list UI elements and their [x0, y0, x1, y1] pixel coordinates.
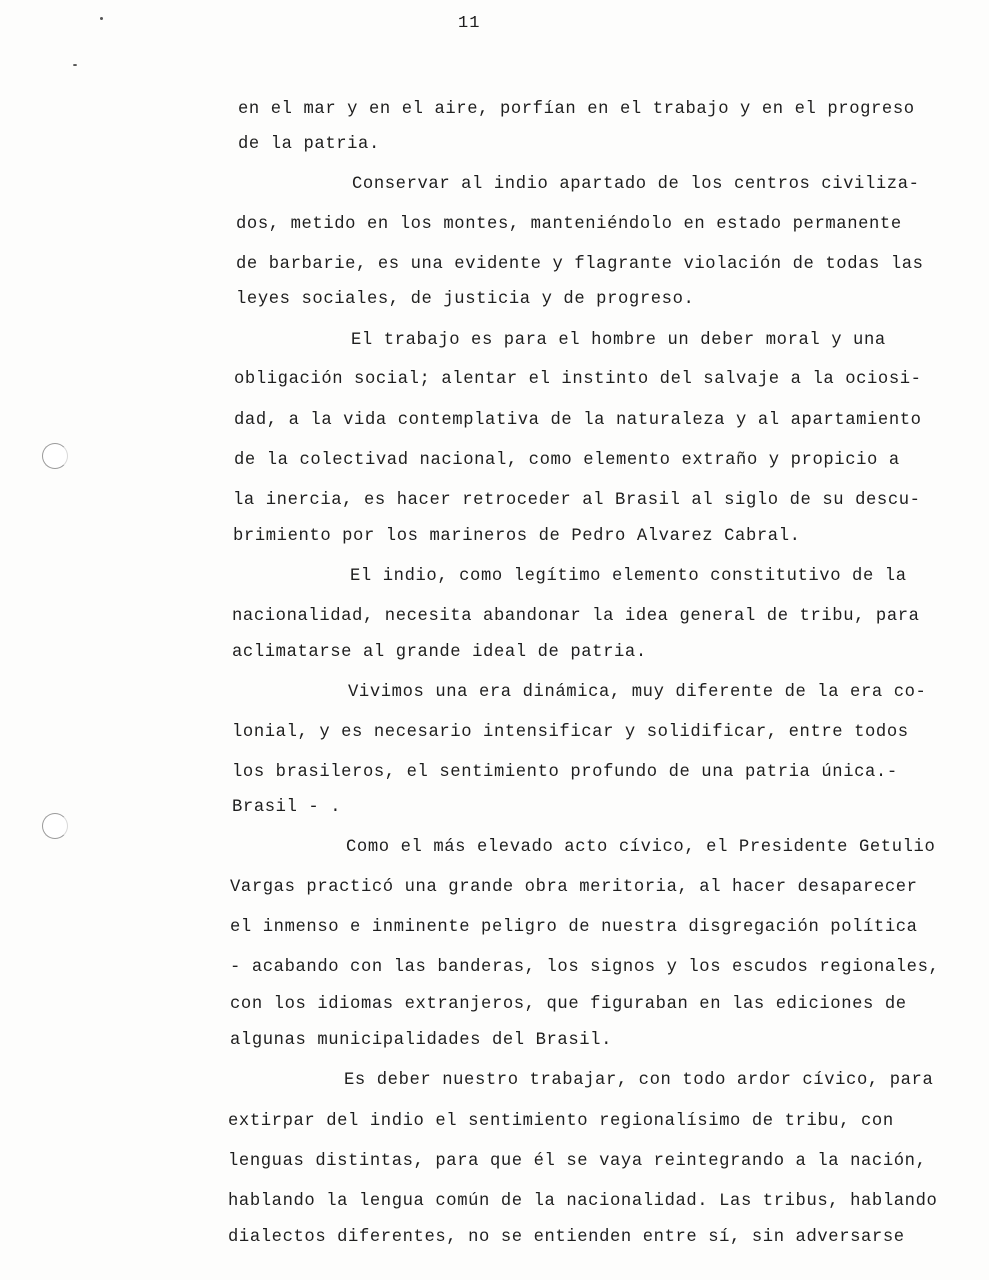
paper-speck [100, 17, 103, 20]
text-line: obligación social; alentar el instinto del salvaje a la ociosi- [234, 370, 922, 389]
text-line: de barbarie, es una evidente y flagrante violación de todas las [236, 255, 924, 274]
text-line: Como el más elevado acto cívico, el Presidente Getulio [346, 838, 936, 857]
punch-hole-top [42, 443, 68, 469]
text-line: nacionalidad, necesita abandonar la idea general de tribu, para [232, 607, 920, 626]
text-line: Brasil - . [232, 798, 342, 817]
page-number: 11 [458, 14, 481, 33]
text-line: de la patria. [238, 135, 380, 154]
text-line: Vivimos una era dinámica, muy diferente de la era co- [348, 683, 927, 702]
text-line: Vargas practicó una grande obra meritoria, al hacer desaparecer [230, 878, 918, 897]
text-line: El indio, como legítimo elemento constitutivo de la [350, 567, 907, 586]
text-line: brimiento por los marineros de Pedro Alvarez Cabral. [233, 527, 801, 546]
text-line: hablando la lengua común de la nacionalidad. Las tribus, hablando [228, 1192, 938, 1211]
text-line: Es deber nuestro trabajar, con todo ardor cívico, para [344, 1071, 934, 1090]
text-line: de la colectivad nacional, como elemento extraño y propicio a [234, 451, 900, 470]
text-line: con los idiomas extranjeros, que figuraban en las ediciones de [230, 995, 907, 1014]
paper-speck [73, 64, 77, 66]
text-line: - acabando con las banderas, los signos y los escudos regionales, [230, 958, 940, 977]
text-line: leyes sociales, de justicia y de progreso. [236, 290, 695, 309]
text-line: en el mar y en el aire, porfían en el trabajo y en el progreso [238, 100, 915, 119]
text-line: lenguas distintas, para que él se vaya reintegrando a la nación, [228, 1152, 927, 1171]
text-line: algunas municipalidades del Brasil. [230, 1031, 612, 1050]
text-line: lonial, y es necesario intensificar y solidificar, entre todos [232, 723, 909, 742]
text-line: los brasileros, el sentimiento profundo de una patria única.- [232, 763, 898, 782]
text-line: dad, a la vida contemplativa de la naturaleza y al apartamiento [234, 411, 922, 430]
text-line: dos, metido en los montes, manteniéndolo en estado permanente [236, 215, 902, 234]
text-line: extirpar del indio el sentimiento regionalísimo de tribu, con [228, 1112, 894, 1131]
text-line: El trabajo es para el hombre un deber moral y una [351, 331, 886, 350]
punch-hole-bottom [42, 813, 68, 839]
text-line: Conservar al indio apartado de los centros civiliza- [352, 175, 920, 194]
text-line: dialectos diferentes, no se entienden entre sí, sin adversarse [228, 1228, 905, 1247]
text-line: aclimatarse al grande ideal de patria. [232, 643, 647, 662]
text-line: la inercia, es hacer retroceder al Brasil al siglo de su descu- [233, 491, 921, 510]
text-line: el inmenso e inminente peligro de nuestra disgregación política [230, 918, 918, 937]
